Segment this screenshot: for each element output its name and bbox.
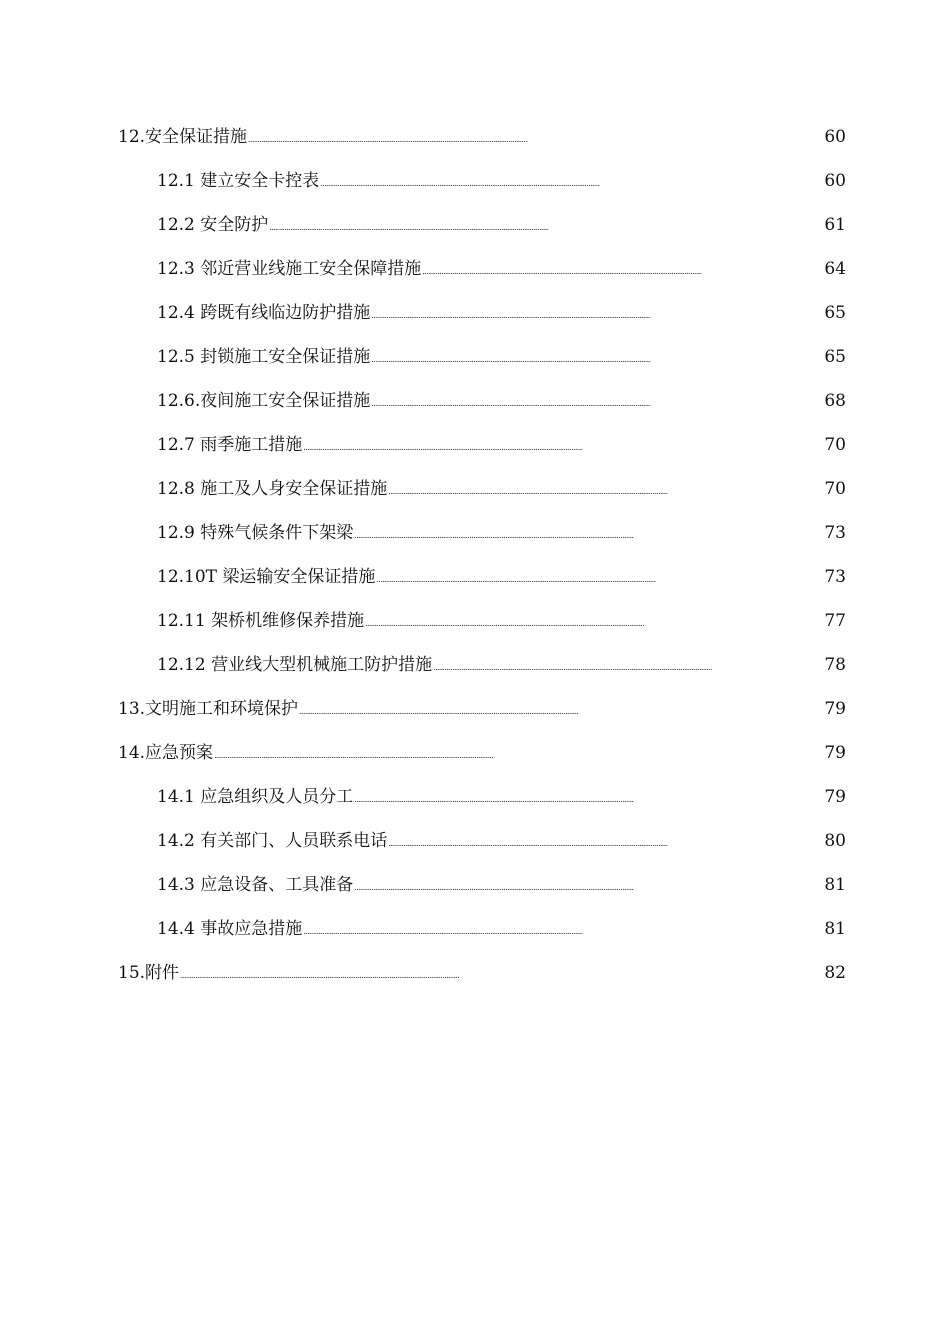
toc-entry-title: 12.1 建立安全卡控表 [157, 171, 320, 191]
toc-leader-dots [299, 698, 823, 720]
toc-entry[interactable] [0, 324, 950, 368]
toc-entry-page: 81 [824, 875, 846, 895]
toc-leader-dots [320, 170, 823, 192]
toc-leader-dots [365, 610, 823, 632]
toc-entry[interactable] [0, 456, 950, 500]
toc-entry-page: 61 [824, 215, 846, 235]
toc-entry-page: 65 [824, 303, 846, 323]
toc-leader-dots [388, 478, 823, 500]
toc-entry-page: 82 [824, 963, 846, 983]
toc-entry-page: 81 [824, 919, 846, 939]
toc-entry-title: 14.1 应急组织及人员分工 [157, 787, 354, 807]
toc-entry-title: 14.应急预案 [118, 743, 214, 763]
toc-entry-title: 13.文明施工和环境保护 [118, 699, 299, 719]
toc-leader-dots [388, 830, 823, 852]
toc-leader-dots [303, 918, 823, 940]
toc-leader-dots [354, 786, 823, 808]
toc-entry-page: 64 [824, 259, 846, 279]
toc-leader-dots [248, 126, 823, 148]
toc-entry-title: 12.7 雨季施工措施 [157, 435, 303, 455]
toc-entry-title: 12.6.夜间施工安全保证措施 [157, 391, 371, 411]
toc-leader-dots [371, 390, 823, 412]
toc-entry[interactable] [0, 588, 950, 632]
toc-entry-page: 65 [824, 347, 846, 367]
toc-leader-dots [371, 302, 823, 324]
toc-entry-title: 12.8 施工及人身安全保证措施 [157, 479, 388, 499]
toc-entry-page: 73 [824, 523, 846, 543]
toc-entry-title: 12.12 营业线大型机械施工防护措施 [157, 655, 433, 675]
toc-leader-dots [354, 522, 823, 544]
toc-entry-page: 79 [824, 743, 846, 763]
toc-entry-title: 12.11 架桥机维修保养措施 [157, 611, 365, 631]
toc-entry[interactable] [0, 676, 950, 720]
toc-entry[interactable] [0, 412, 950, 456]
toc-entry-title: 12.安全保证措施 [118, 127, 248, 147]
toc-entry-page: 78 [824, 655, 846, 675]
toc-leader-dots [422, 258, 823, 280]
toc-leader-dots [354, 874, 823, 896]
toc-entry-page: 68 [824, 391, 846, 411]
toc-leader-dots [376, 566, 823, 588]
toc-entry-title: 12.10T 梁运输安全保证措施 [157, 567, 376, 587]
toc-entry-title: 12.5 封锁施工安全保证措施 [157, 347, 371, 367]
toc-leader-dots [303, 434, 823, 456]
toc-entry-page: 70 [824, 435, 846, 455]
toc-entry-title: 12.9 特殊气候条件下架梁 [157, 523, 354, 543]
toc-entry[interactable] [0, 896, 950, 940]
toc-entry[interactable] [0, 280, 950, 324]
toc-entry-page: 79 [824, 787, 846, 807]
toc-entry-title: 15.附件 [118, 963, 180, 983]
toc-entry[interactable] [0, 500, 950, 544]
toc-leader-dots [180, 962, 823, 984]
toc-entry[interactable] [0, 544, 950, 588]
toc-entry[interactable] [0, 192, 950, 236]
toc-entry[interactable] [0, 236, 950, 280]
toc-entry[interactable] [0, 940, 950, 984]
toc-entry-title: 12.3 邻近营业线施工安全保障措施 [157, 259, 422, 279]
toc-entry[interactable] [0, 720, 950, 764]
toc-entry-page: 73 [824, 567, 846, 587]
toc-entry[interactable] [0, 852, 950, 896]
toc-entry-title: 14.2 有关部门、人员联系电话 [157, 831, 388, 851]
toc-entry-page: 80 [824, 831, 846, 851]
toc-entry-title: 12.2 安全防护 [157, 215, 269, 235]
toc-entry-title: 14.4 事故应急措施 [157, 919, 303, 939]
toc-entry-page: 70 [824, 479, 846, 499]
toc-entry[interactable] [0, 632, 950, 676]
toc-entry[interactable] [0, 764, 950, 808]
toc-entry[interactable] [0, 368, 950, 412]
toc-leader-dots [371, 346, 823, 368]
toc-entry[interactable] [0, 148, 950, 192]
table-of-contents [0, 124, 950, 984]
toc-leader-dots [214, 742, 823, 764]
toc-entry[interactable] [0, 124, 950, 148]
toc-leader-dots [269, 214, 823, 236]
toc-entry-page: 60 [824, 171, 846, 191]
toc-entry[interactable] [0, 808, 950, 852]
toc-entry-title: 14.3 应急设备、工具准备 [157, 875, 354, 895]
toc-entry-page: 60 [824, 127, 846, 147]
toc-entry-page: 77 [824, 611, 846, 631]
toc-entry-title: 12.4 跨既有线临边防护措施 [157, 303, 371, 323]
toc-leader-dots [433, 654, 823, 676]
toc-entry-page: 79 [824, 699, 846, 719]
